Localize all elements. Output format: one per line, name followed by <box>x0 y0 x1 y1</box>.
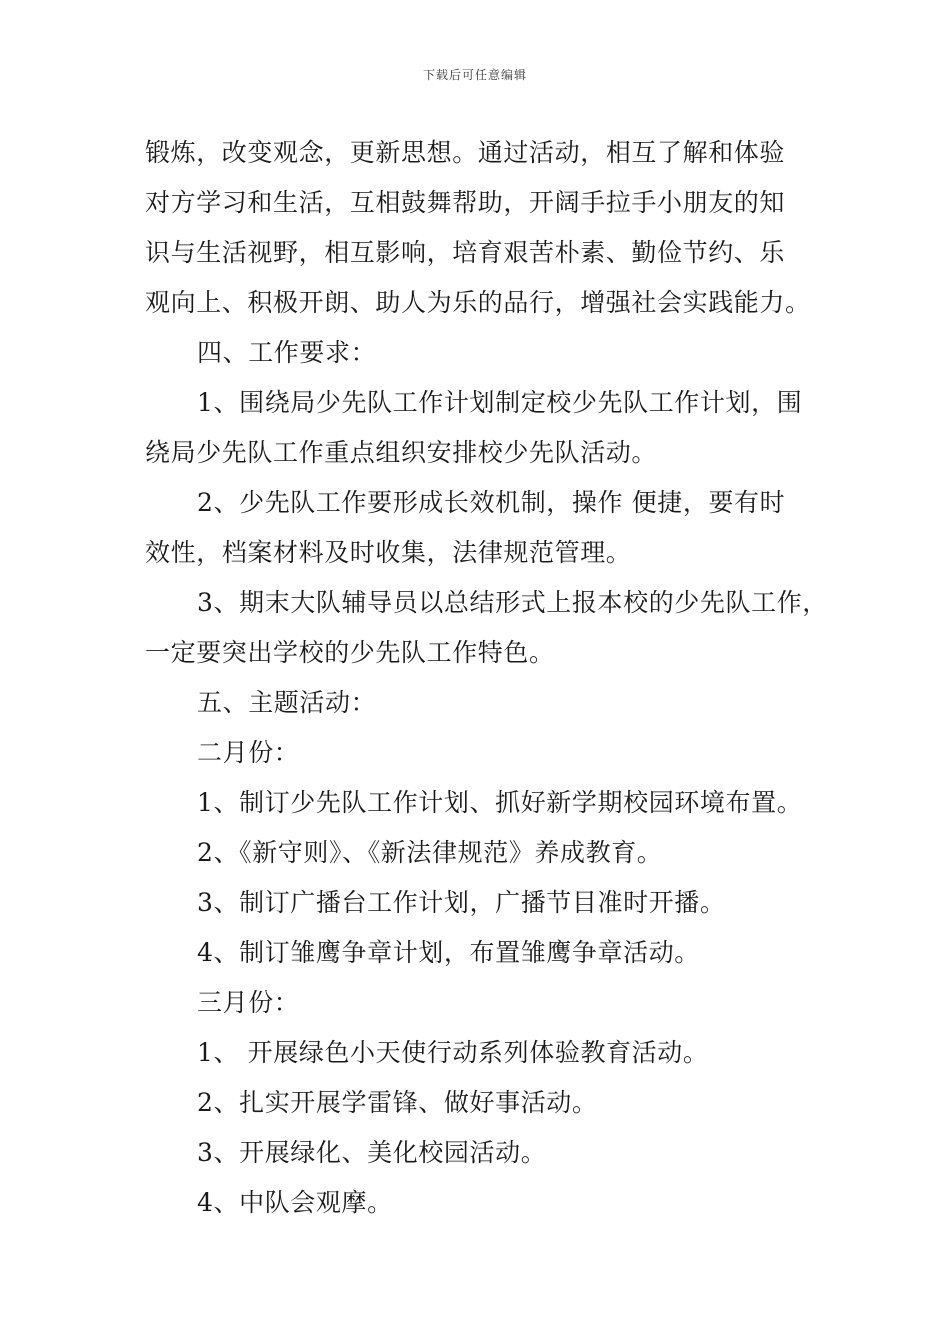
paragraph-line: 1、围绕局少先队工作计划制定校少先队工作计划，围 <box>197 388 803 417</box>
page-header-note: 下载后可任意编辑 <box>422 68 527 82</box>
section-heading: 四、工作要求： <box>197 338 377 367</box>
paragraph-line: 观向上、积极开朗、助人为乐的品行，增强社会实践能力。 <box>145 288 811 317</box>
list-item: 4、中队会观摩。 <box>197 1188 393 1217</box>
paragraph-line: 2、少先队工作要形成长效机制，操作 便捷，要有时 <box>197 488 786 517</box>
paragraph-line: 效性，档案材料及时收集，法律规范管理。 <box>145 538 632 567</box>
paragraph-line: 一定要突出学校的少先队工作特色。 <box>145 638 555 667</box>
paragraph-line: 识与生活视野，相互影响，培育艰苦朴素、勤俭节约、乐 <box>145 238 786 267</box>
list-item: 3、制订广播台工作计划，广播节目准时开播。 <box>197 888 726 917</box>
list-item: 1、制订少先队工作计划、抓好新学期校园环境布置。 <box>197 788 803 817</box>
paragraph-line: 对方学习和生活，互相鼓舞帮助，开阔手拉手小朋友的知 <box>145 188 786 217</box>
list-item: 1、 开展绿色小天使行动系列体验教育活动。 <box>197 1038 709 1067</box>
month-heading: 二月份： <box>197 738 300 767</box>
list-item: 3、开展绿化、美化校园活动。 <box>197 1138 547 1167</box>
month-heading: 三月份： <box>197 988 300 1017</box>
paragraph-line: 锻炼，改变观念，更新思想。通过活动，相互了解和体验 <box>145 138 786 167</box>
paragraph-line: 3、期末大队辅导员以总结形式上报本校的少先队工作， <box>197 588 828 617</box>
document-body <box>145 128 828 1228</box>
list-item: 2、《新守则》、《新法律规范》养成教育。 <box>197 838 663 867</box>
list-item: 2、扎实开展学雷锋、做好事活动。 <box>197 1088 598 1117</box>
section-heading: 五、主题活动： <box>197 688 377 717</box>
list-item: 4、制订雏鹰争章计划，布置雏鹰争章活动。 <box>197 938 700 967</box>
paragraph-line: 绕局少先队工作重点组织安排校少先队活动。 <box>145 438 658 467</box>
